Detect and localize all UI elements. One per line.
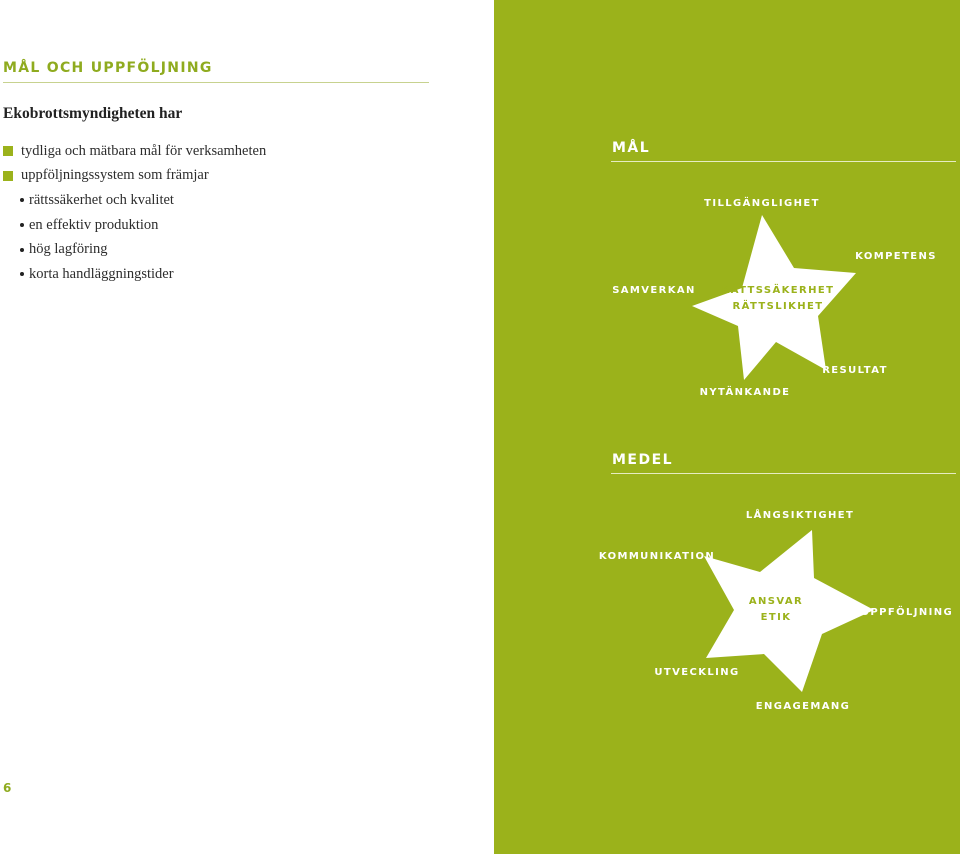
mal-label-left: SAMVERKAN [612, 285, 696, 296]
medel-label-bottom-right: ENGAGEMANG [755, 701, 851, 712]
list-item: hög lagföring [3, 237, 266, 262]
dot-bullet-icon [20, 223, 24, 227]
dot-bullet-icon [20, 198, 24, 202]
mal-star-icon [692, 215, 856, 380]
mal-label-center-1: RÄTTSSÄKERHET [721, 285, 835, 296]
medel-label-top: LÅNGSIKTIGHET [745, 510, 855, 521]
list-item: uppföljningssystem som främjar [3, 164, 266, 189]
list-item: tydliga och mätbara mål för verksamheten [3, 139, 266, 164]
list-item: rättssäkerhet och kvalitet [3, 188, 266, 213]
section-divider [3, 82, 429, 83]
medel-label-bottom-left: UTVECKLING [654, 667, 740, 678]
mal-label-bottom-left: NYTÄNKANDE [699, 387, 791, 398]
list-item: korta handläggningstider [3, 262, 266, 287]
mal-label-top: TILLGÄNGLIGHET [704, 198, 820, 209]
medel-label-right: UPPFÖLJNING [860, 607, 954, 618]
dot-bullet-icon [20, 272, 24, 276]
medel-heading: MEDEL [612, 452, 674, 468]
mal-divider [611, 161, 956, 162]
star-diagrams [494, 0, 960, 854]
page-number: 6 [3, 781, 12, 795]
medel-label-left: KOMMUNIKATION [598, 551, 716, 562]
mal-heading: MÅL [612, 140, 651, 156]
section-title: MÅL OCH UPPFÖLJNING [3, 60, 213, 76]
mal-label-bottom-right: RESULTAT [822, 365, 888, 376]
list-item: en effektiv produktion [3, 213, 266, 238]
medel-divider [611, 473, 956, 474]
square-bullet-icon [3, 171, 13, 181]
goal-list [3, 139, 266, 287]
medel-label-center-1: ANSVAR [748, 596, 804, 607]
mal-label-right: KOMPETENS [855, 251, 937, 262]
mal-label-center-2: RÄTTSLIKHET [732, 301, 824, 312]
square-bullet-icon [3, 146, 13, 156]
intro-text: Ekobrottsmyndigheten har [3, 105, 183, 122]
dot-bullet-icon [20, 248, 24, 252]
medel-label-center-2: ETIK [760, 612, 792, 623]
